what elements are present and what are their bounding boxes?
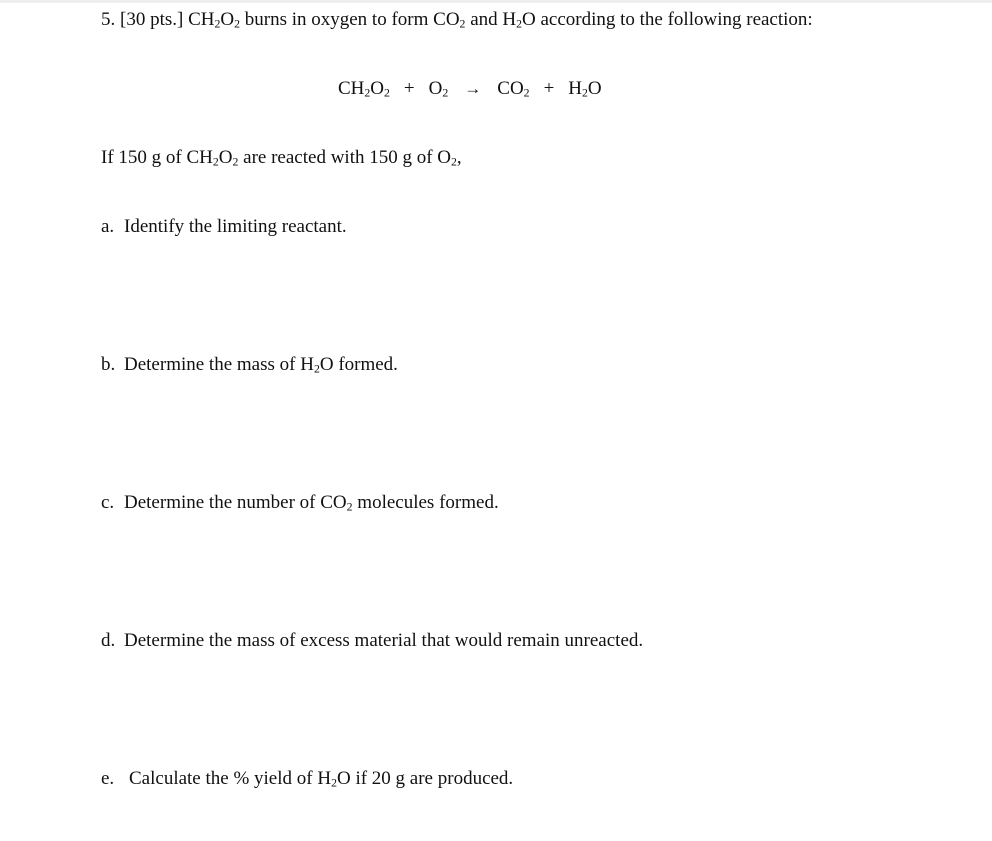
part-a (101, 215, 347, 239)
header-text: O (220, 9, 235, 30)
chemical-equation (338, 77, 602, 101)
given-statement (101, 146, 462, 170)
formula-text: O (370, 78, 385, 99)
subscript: 2 (214, 17, 221, 31)
part-c-text: molecules formed. (352, 492, 499, 513)
subscript: 2 (346, 500, 353, 514)
given-text: O (218, 147, 233, 168)
formula-text: H (568, 78, 583, 99)
subscript: 2 (234, 17, 240, 31)
subscript: 2 (516, 17, 522, 31)
header-text: burns in oxygen to form CO (240, 9, 460, 30)
part-a-text: Identify the limiting reactant. (124, 216, 347, 237)
subscript: 2 (212, 155, 219, 169)
part-letter: c. (101, 492, 115, 513)
question-header (101, 8, 813, 32)
subscript: 2 (523, 86, 530, 100)
subscript: 2 (459, 17, 466, 31)
header-text: O according to the following reaction: (521, 9, 813, 30)
formula-text: CO (497, 78, 524, 99)
part-e-text: O if 20 g are produced. (336, 768, 514, 789)
part-b-text: O formed. (319, 354, 398, 375)
given-text: are reacted with 150 g of O (238, 147, 452, 168)
part-letter: b. (101, 354, 116, 375)
part-c-text: Determine the number of CO (124, 492, 347, 513)
part-letter: a. (101, 216, 115, 237)
part-letter: e. (101, 768, 115, 789)
subscript: 2 (442, 86, 449, 100)
part-b (101, 353, 398, 377)
given-text: , (456, 147, 462, 168)
subscript: 2 (232, 155, 239, 169)
part-e-text: Calculate the % yield of H (129, 768, 332, 789)
subscript: 2 (313, 362, 320, 376)
subscript: 2 (451, 155, 457, 169)
header-text: CH (188, 9, 215, 30)
subscript: 2 (331, 776, 337, 790)
part-d-text: Determine the mass of excess material that would remain unreacted. (124, 630, 644, 651)
formula-text: O (587, 78, 602, 99)
product-co2 (497, 77, 529, 101)
reactant-o2 (429, 77, 449, 101)
part-e (101, 767, 513, 791)
question-points: [30 pts.] (120, 9, 184, 30)
product-h2o (568, 77, 601, 101)
reaction-arrow-icon: → (464, 79, 482, 98)
subscript: 2 (364, 86, 371, 100)
part-c (101, 491, 499, 515)
plus-sign: + (403, 78, 415, 99)
header-text: and H (465, 9, 517, 30)
formula-text: CH (338, 78, 365, 99)
formula-text: O (428, 78, 443, 99)
given-text: If 150 g of CH (101, 147, 213, 168)
part-b-text: Determine the mass of H (124, 354, 314, 375)
reactant-ch2o2 (338, 77, 390, 101)
subscript: 2 (582, 86, 588, 100)
part-letter: d. (101, 630, 116, 651)
page-top-edge (0, 0, 992, 3)
plus-sign: + (543, 78, 555, 99)
part-d (101, 629, 643, 653)
question-number: 5. (101, 9, 116, 30)
subscript: 2 (384, 86, 390, 100)
